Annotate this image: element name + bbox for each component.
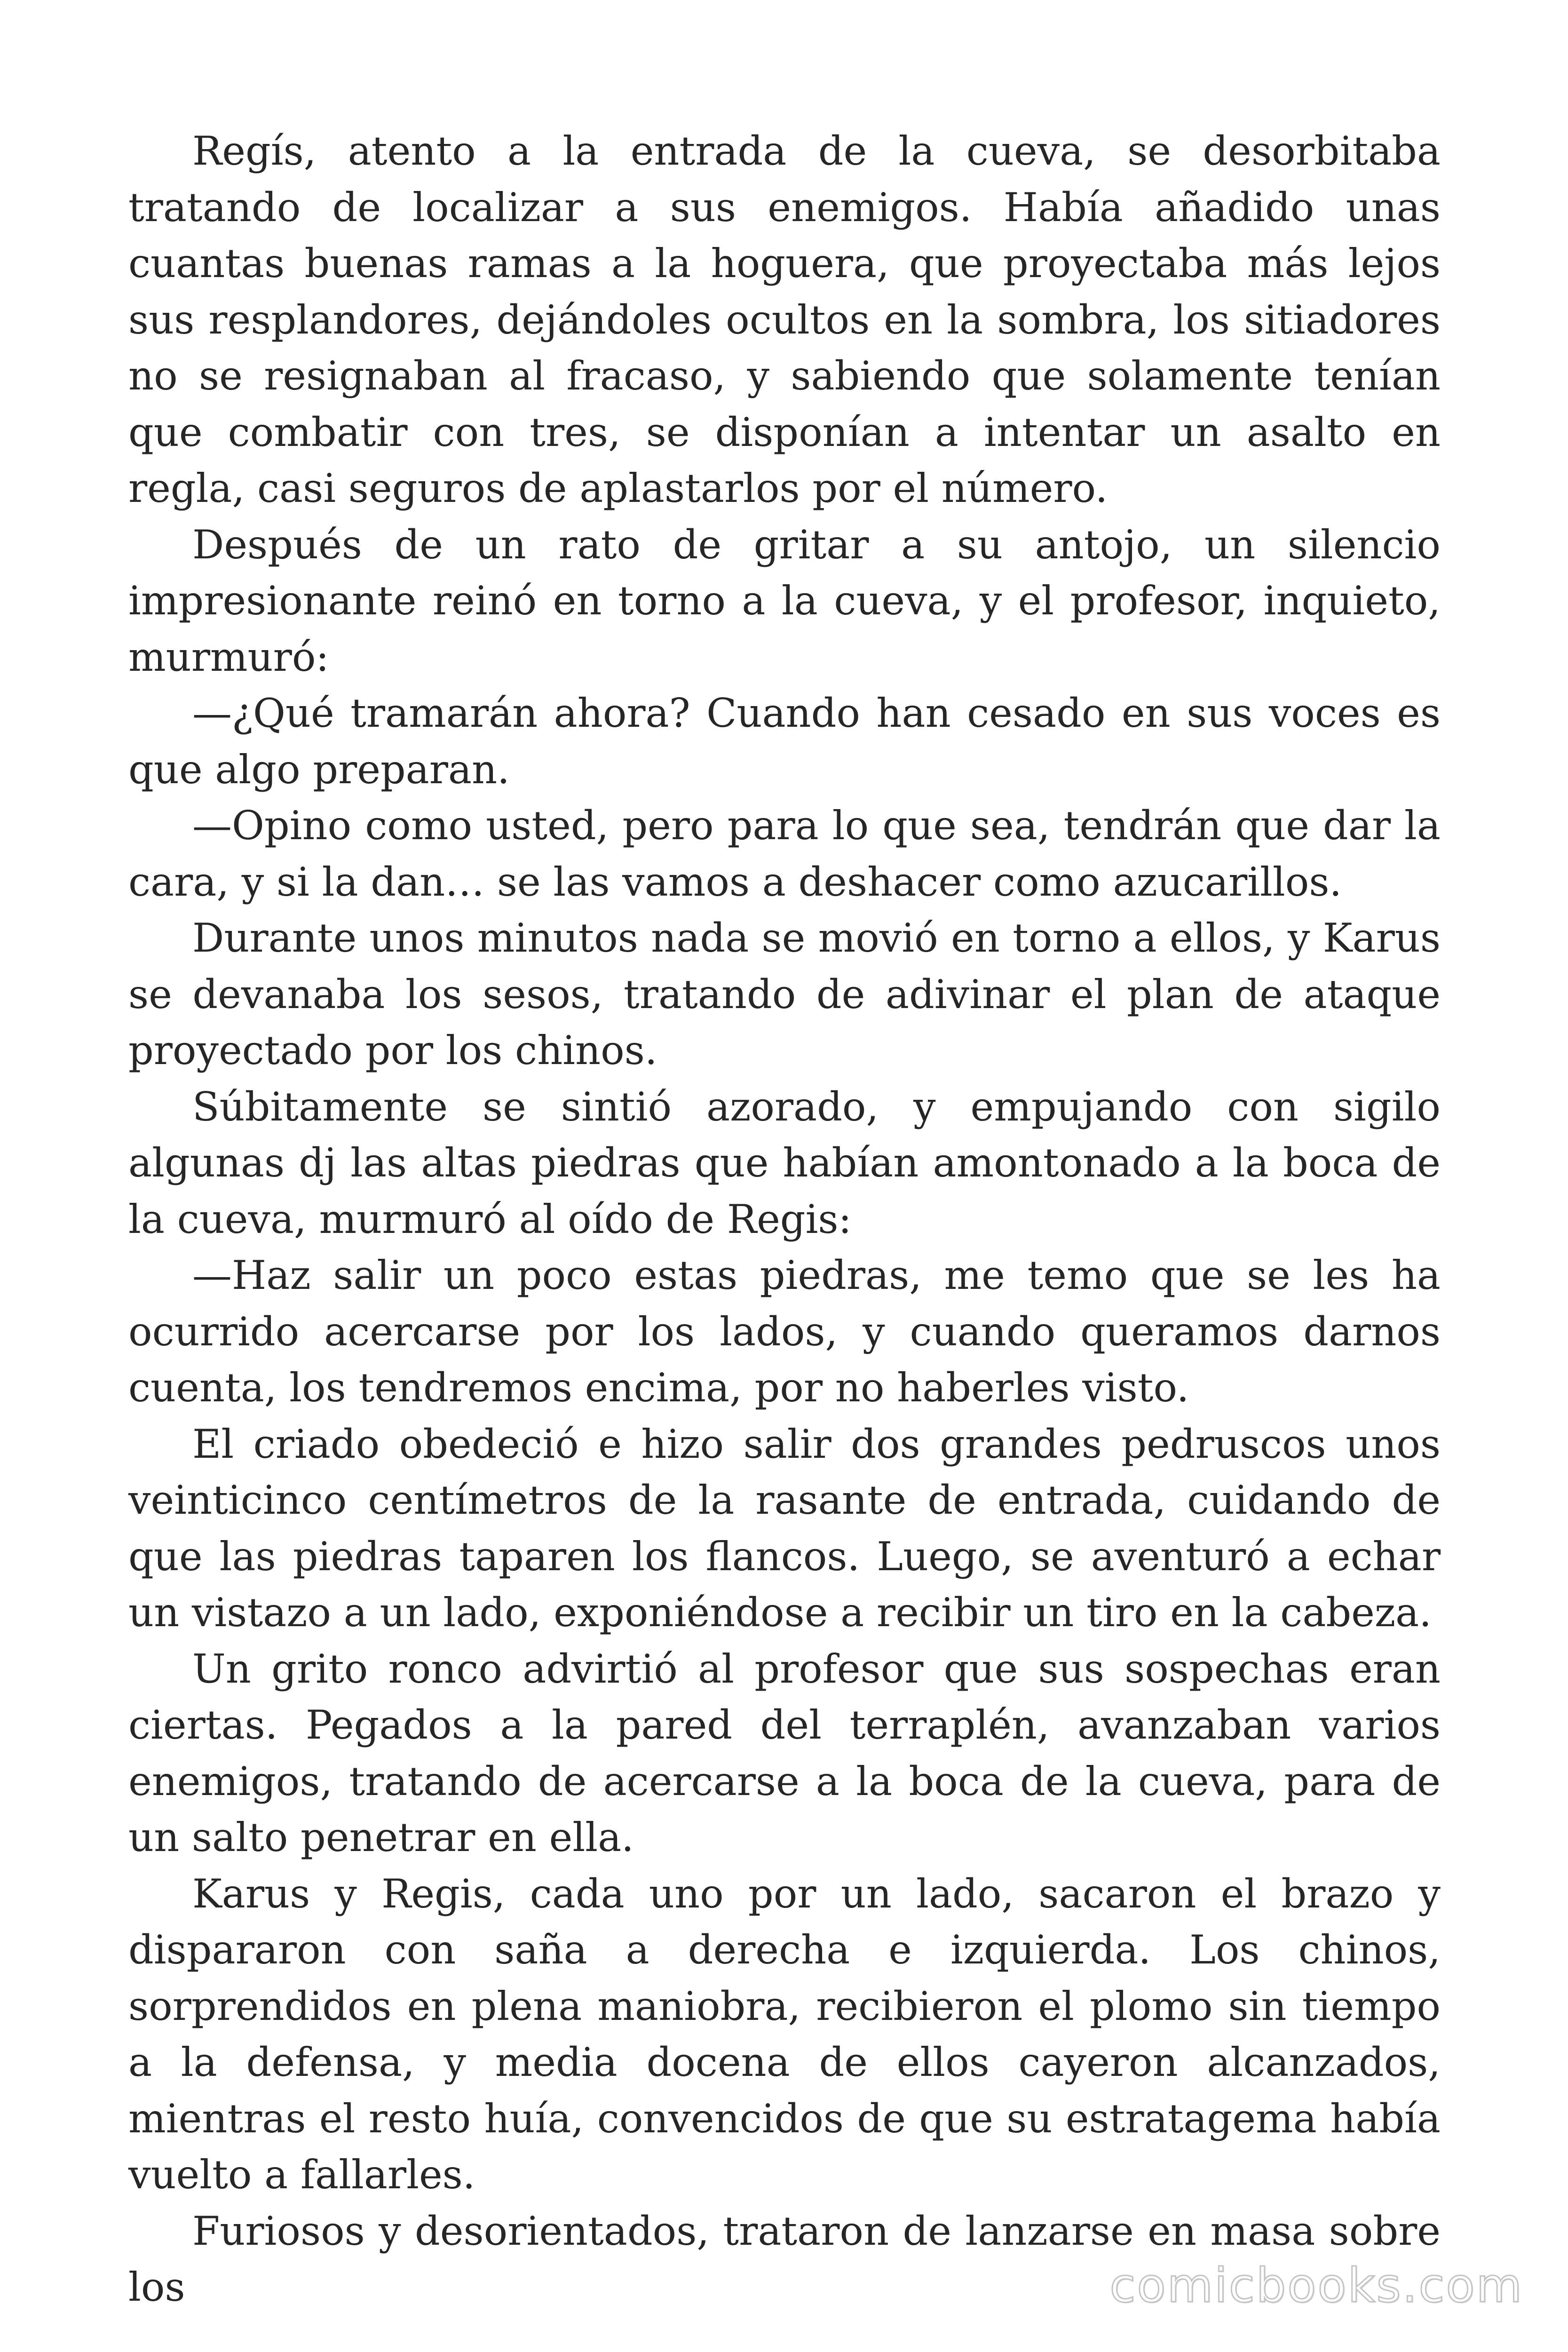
paragraph: El criado obedeció e hizo salir dos grandes pedruscos unos veinticinco centímetros de la rasante de entrada, cuidando de que las piedras taparen los flancos. Luego, se aventuró a echar un vistazo a un lado, exponiéndose a recibir un tiro en la cabeza. [128, 1421, 1441, 1636]
paragraph: Karus y Regis, cada uno por un lado, sacaron el brazo y dispararon con saña a derecha e izquierda. Los chinos, sorprendidos en plena maniobra, recibieron el plomo sin tiempo a la defensa, y media docena de ellos cayeron alcanzados, mientras el resto huía, convencidos de que su estratagema había vuelto a fallarles. [128, 1870, 1441, 2198]
paragraph: Después de un rato de gritar a su antojo, un silencio impresionante reinó en torno a la cueva, y el profesor, inquieto, murmuró: [128, 521, 1441, 680]
paragraph: Durante unos minutos nada se movió en torno a ellos, y Karus se devanaba los sesos, tratando de adivinar el plan de ataque proyectado por los chinos. [128, 915, 1441, 1073]
paragraph: —¿Qué tramarán ahora? Cuando han cesado en sus voces es que algo preparan. [128, 690, 1441, 793]
page-body-text [128, 123, 1441, 2316]
paragraph: Regís, atento a la entrada de la cueva, se desorbitaba tratando de localizar a sus enemigos. Había añadido unas cuantas buenas ramas a la hoguera, que proyectaba más lejos sus resplandores, dejándoles ocultos en la sombra, los sitiadores no se resignaban al fracaso, y sabiendo que solamente tenían que combatir con tres, se disponían a intentar un asalto en regla, casi seguros de aplastarlos por el número. [128, 128, 1441, 511]
paragraph: —Opino como usted, pero para lo que sea, tendrán que dar la cara, y si la dan… se las vamos a deshacer como azucarillos. [128, 803, 1441, 905]
paragraph: —Haz salir un poco estas piedras, me temo que se les ha ocurrido acercarse por los lados, y cuando queramos darnos cuenta, los tendremos encima, por no haberles visto. [128, 1252, 1441, 1411]
paragraph: Un grito ronco advirtió al profesor que sus sospechas eran ciertas. Pegados a la pared del terraplén, avanzaban varios enemigos, tratando de acercarse a la boca de la cueva, para de un salto penetrar en ella. [128, 1645, 1441, 1860]
paragraph: Furiosos y desorientados, trataron de lanzarse en masa sobre los [128, 2208, 1441, 2310]
watermark: comicbooks.com [1109, 2258, 1523, 2313]
paragraph: Súbitamente se sintió azorado, y empujando con sigilo algunas dj las altas piedras que habían amontonado a la boca de la cueva, murmuró al oído de Regis: [128, 1083, 1441, 1242]
